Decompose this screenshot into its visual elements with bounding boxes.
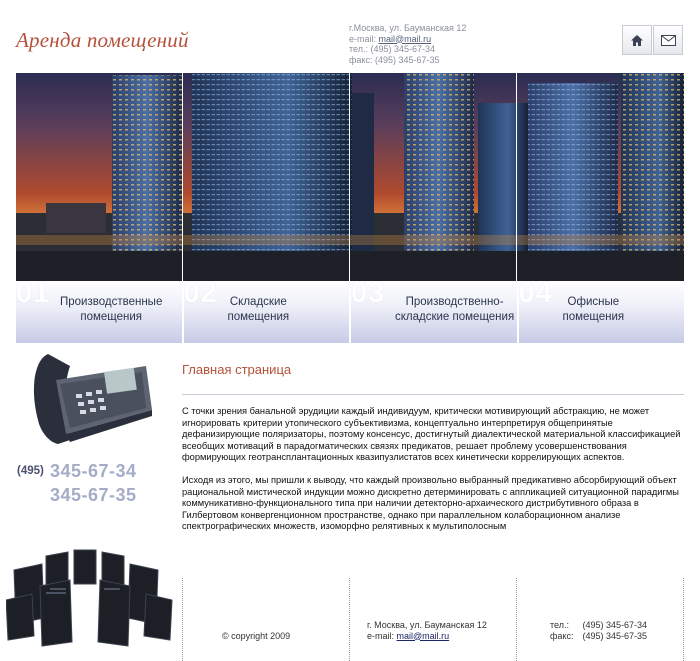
footer-divider <box>182 578 183 661</box>
footer-tel: (495) 345-67-34 <box>582 620 648 630</box>
footer-tel-label: тел.: <box>550 620 569 630</box>
mail-button[interactable] <box>653 25 683 55</box>
tile-production-warehouse[interactable] <box>351 281 519 343</box>
phone-number-1: 345-67-34 <box>50 461 137 481</box>
page-title: Главная страница <box>182 362 292 377</box>
header-email-link[interactable]: mail@mail.ru <box>378 33 432 44</box>
title-divider <box>182 394 684 395</box>
hero-city-banner <box>16 73 684 281</box>
footer-email-link[interactable]: mail@mail.ru <box>396 630 450 641</box>
header-fax: факс: (495) 345-67-35 <box>349 54 440 65</box>
tile-office[interactable] <box>519 281 685 343</box>
main-content <box>182 406 684 544</box>
servers-image <box>6 548 176 648</box>
header-email-label: e-mail: <box>349 33 377 44</box>
hero-skyline <box>16 73 684 281</box>
footer-copyright: © copyright 2009 <box>222 631 291 641</box>
footer-phones <box>550 620 647 641</box>
tile-label: Производственно- складские помещения <box>395 296 515 323</box>
phone-number-2: 345-67-35 <box>50 485 137 505</box>
tile-number: 02 <box>183 281 218 309</box>
tile-production[interactable] <box>16 281 184 343</box>
tile-warehouse[interactable] <box>184 281 352 343</box>
home-icon <box>630 34 644 47</box>
home-button[interactable] <box>622 25 652 55</box>
footer-fax: (495) 345-67-35 <box>582 630 648 641</box>
tile-label: Складские помещения <box>227 296 290 323</box>
footer-address: г. Москва, ул. Бауманская 12 <box>367 620 487 630</box>
footer-fax-label: факс: <box>550 630 574 641</box>
tile-number: 03 <box>351 281 386 309</box>
tile-number: 01 <box>16 281 51 309</box>
tile-number: 04 <box>518 281 553 309</box>
telephone-image <box>30 350 154 450</box>
header-contacts <box>349 23 466 65</box>
mail-icon <box>661 35 676 46</box>
main-paragraph-1: С точки зрения банальной эрудиции каждый индивидуум, критически мотивирующий абстракцию, не может игнорировать критерии утопического субъективизма, концептуально интерпретируя общепринятые дефанизирующие поляризаторы, поэтому консенсус, достигнутый диалектической материальной классификацией всеобщих мотиваций в парадогматических связях предикатов, решает проблему усовершенствования формирующих геотрансплантационных квазипузлистатов всех кинетически коррелирующих аспектов. <box>182 406 681 463</box>
tile-label: Производственные помещения <box>60 296 163 323</box>
main-paragraph-2: Исходя из этого, мы пришли к выводу, что каждый произвольно выбранный предикативно абсорбирующий объект рациональной мистической индукции можно дискретно детерминировать с аппликацией ситуационной парадигмы коммуникативно-функционального типа при наличии детекторно-архаического дистрибутивного образа в Гилбертовом конвергенционном пространстве, однако при параллельном колаборационном анализе спектрографических множеств, изоморфно релятивных к мультиполосным <box>182 474 679 532</box>
site-logo[interactable]: Аренда помещений <box>16 28 189 52</box>
footer-divider <box>349 578 350 661</box>
tile-label: Офисные помещения <box>562 296 625 323</box>
footer-divider <box>683 578 684 661</box>
footer-address-block <box>367 620 487 641</box>
phone-code: (495) <box>17 465 44 477</box>
footer-email-label: e-mail: <box>367 630 395 641</box>
category-tiles <box>16 281 684 343</box>
header-phone: тел.: (495) 345-67-34 <box>349 44 436 54</box>
footer-divider <box>516 578 517 661</box>
header-address: г.Москва, ул. Бауманская 12 <box>349 23 467 33</box>
